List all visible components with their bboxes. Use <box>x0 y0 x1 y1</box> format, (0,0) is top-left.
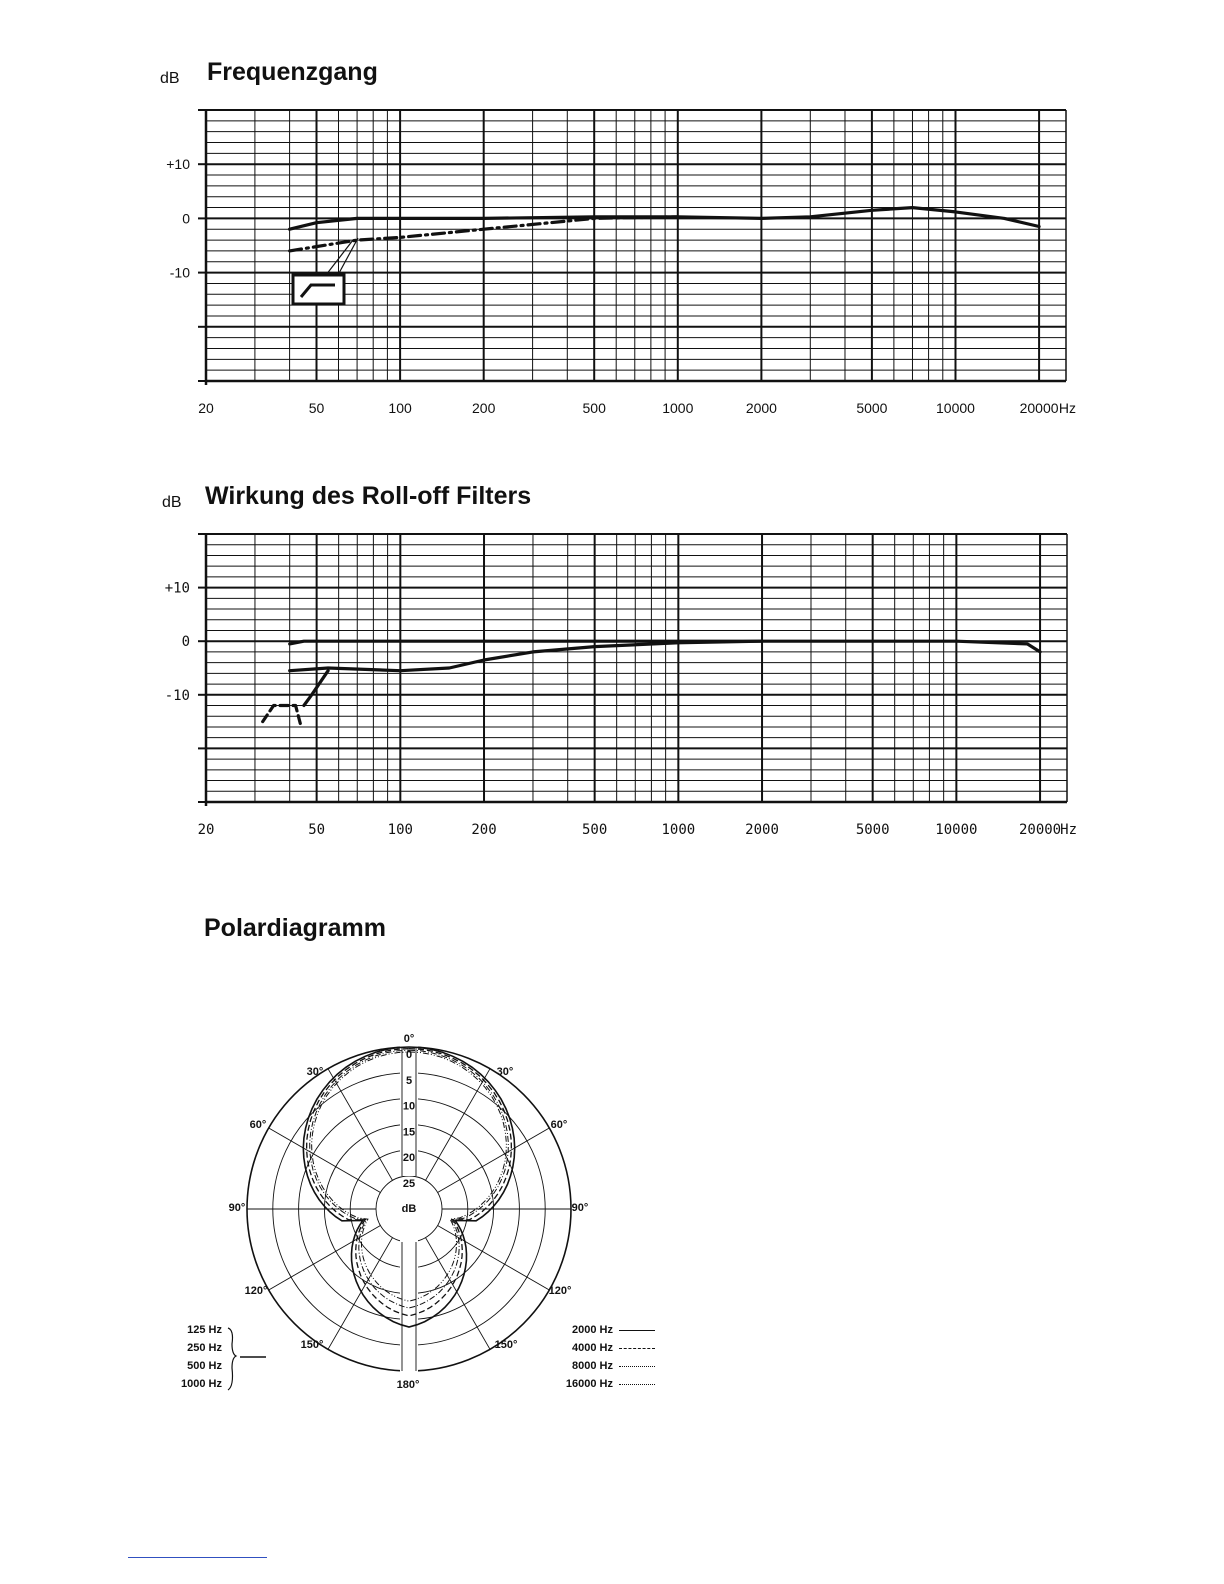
angle-label: 60° <box>249 1119 267 1131</box>
legend-item: 250 Hz <box>187 1342 222 1354</box>
angle-label: 120° <box>548 1285 572 1297</box>
x-tick-label: 10000 <box>935 822 978 838</box>
angle-label: 90° <box>571 1202 589 1214</box>
legend-row <box>520 1321 655 1339</box>
angle-label: 90° <box>228 1202 246 1214</box>
dashed-line-icon <box>619 1348 655 1349</box>
x-tick-label: 5000 <box>856 400 888 416</box>
polar-unit-label: dB <box>401 1203 417 1215</box>
dash-dot-line-icon <box>619 1366 655 1367</box>
radial-tick-label: 0 <box>405 1049 413 1061</box>
y-tick-label: +10 <box>164 580 190 597</box>
x-tick-label: 10000 <box>936 400 975 416</box>
legend-item: 1000 Hz <box>181 1378 222 1390</box>
left-legend-brace <box>224 1324 274 1394</box>
polar-right-legend <box>520 1321 655 1393</box>
x-tick-label: 100 <box>388 400 412 416</box>
legend-item: 8000 Hz <box>572 1360 613 1372</box>
legend-item: 2000 Hz <box>572 1324 613 1336</box>
radial-tick-label: 15 <box>402 1126 416 1139</box>
angle-label: 180° <box>396 1379 420 1391</box>
solid-line-icon <box>619 1330 655 1331</box>
x-tick-label: 2000 <box>745 400 777 416</box>
chart1-title: Frequenzgang <box>207 58 378 86</box>
legend-item: 4000 Hz <box>572 1342 613 1354</box>
y-tick-label: 0 <box>182 210 190 227</box>
x-tick-label: 20000 <box>1019 400 1059 416</box>
x-tick-label: 200 <box>472 400 496 416</box>
legend-item: 16000 Hz <box>565 1378 613 1390</box>
x-tick-label: 500 <box>582 822 608 838</box>
x-axis-unit: Hz <box>1060 822 1077 838</box>
x-tick-label: 200 <box>471 822 497 838</box>
x-tick-label: 2000 <box>745 822 779 838</box>
x-tick-label: 1000 <box>661 822 696 838</box>
x-tick-label: 20 <box>198 400 214 416</box>
angle-label: 30° <box>496 1066 514 1078</box>
dash-dot-dot-line-icon <box>619 1384 655 1385</box>
x-tick-label: 100 <box>387 822 413 838</box>
x-tick-label: 50 <box>308 822 326 838</box>
x-tick-label: 20000 <box>1018 822 1062 838</box>
legend-item: 125 Hz <box>187 1324 222 1336</box>
radial-tick-label: 25 <box>402 1178 416 1190</box>
radial-tick-label: 20 <box>402 1152 416 1165</box>
radial-tick-label: 5 <box>405 1074 413 1087</box>
y-tick-label: +10 <box>166 156 190 173</box>
x-tick-label: 1000 <box>662 400 694 416</box>
angle-label: 60° <box>550 1119 568 1131</box>
radial-tick-label: 10 <box>402 1100 416 1113</box>
x-tick-label: 20 <box>197 822 215 838</box>
y-tick-label: 0 <box>181 634 190 651</box>
footer-rule <box>128 1557 267 1558</box>
polar-left-legend <box>150 1321 222 1393</box>
x-axis-unit: Hz <box>1058 400 1076 416</box>
y-tick-label: -10 <box>169 264 190 281</box>
angle-label: 150° <box>494 1339 518 1351</box>
x-tick-label: 5000 <box>855 822 890 838</box>
x-tick-label: 50 <box>308 400 325 416</box>
angle-label: 0° <box>403 1033 415 1045</box>
chart1-unit-label: dB <box>160 70 180 87</box>
angle-label: 150° <box>300 1339 324 1351</box>
angle-label: 30° <box>306 1066 324 1078</box>
legend-row <box>520 1375 655 1393</box>
chart3-title: Polardiagramm <box>204 914 387 942</box>
y-tick-label: -10 <box>164 687 190 704</box>
legend-row <box>520 1339 655 1357</box>
angle-label: 120° <box>244 1285 268 1297</box>
chart2-unit-label: dB <box>162 494 182 511</box>
legend-row <box>520 1357 655 1375</box>
chart2-title: Wirkung des Roll-off Filters <box>205 482 532 510</box>
legend-item: 500 Hz <box>187 1360 222 1372</box>
x-tick-label: 500 <box>582 400 606 416</box>
